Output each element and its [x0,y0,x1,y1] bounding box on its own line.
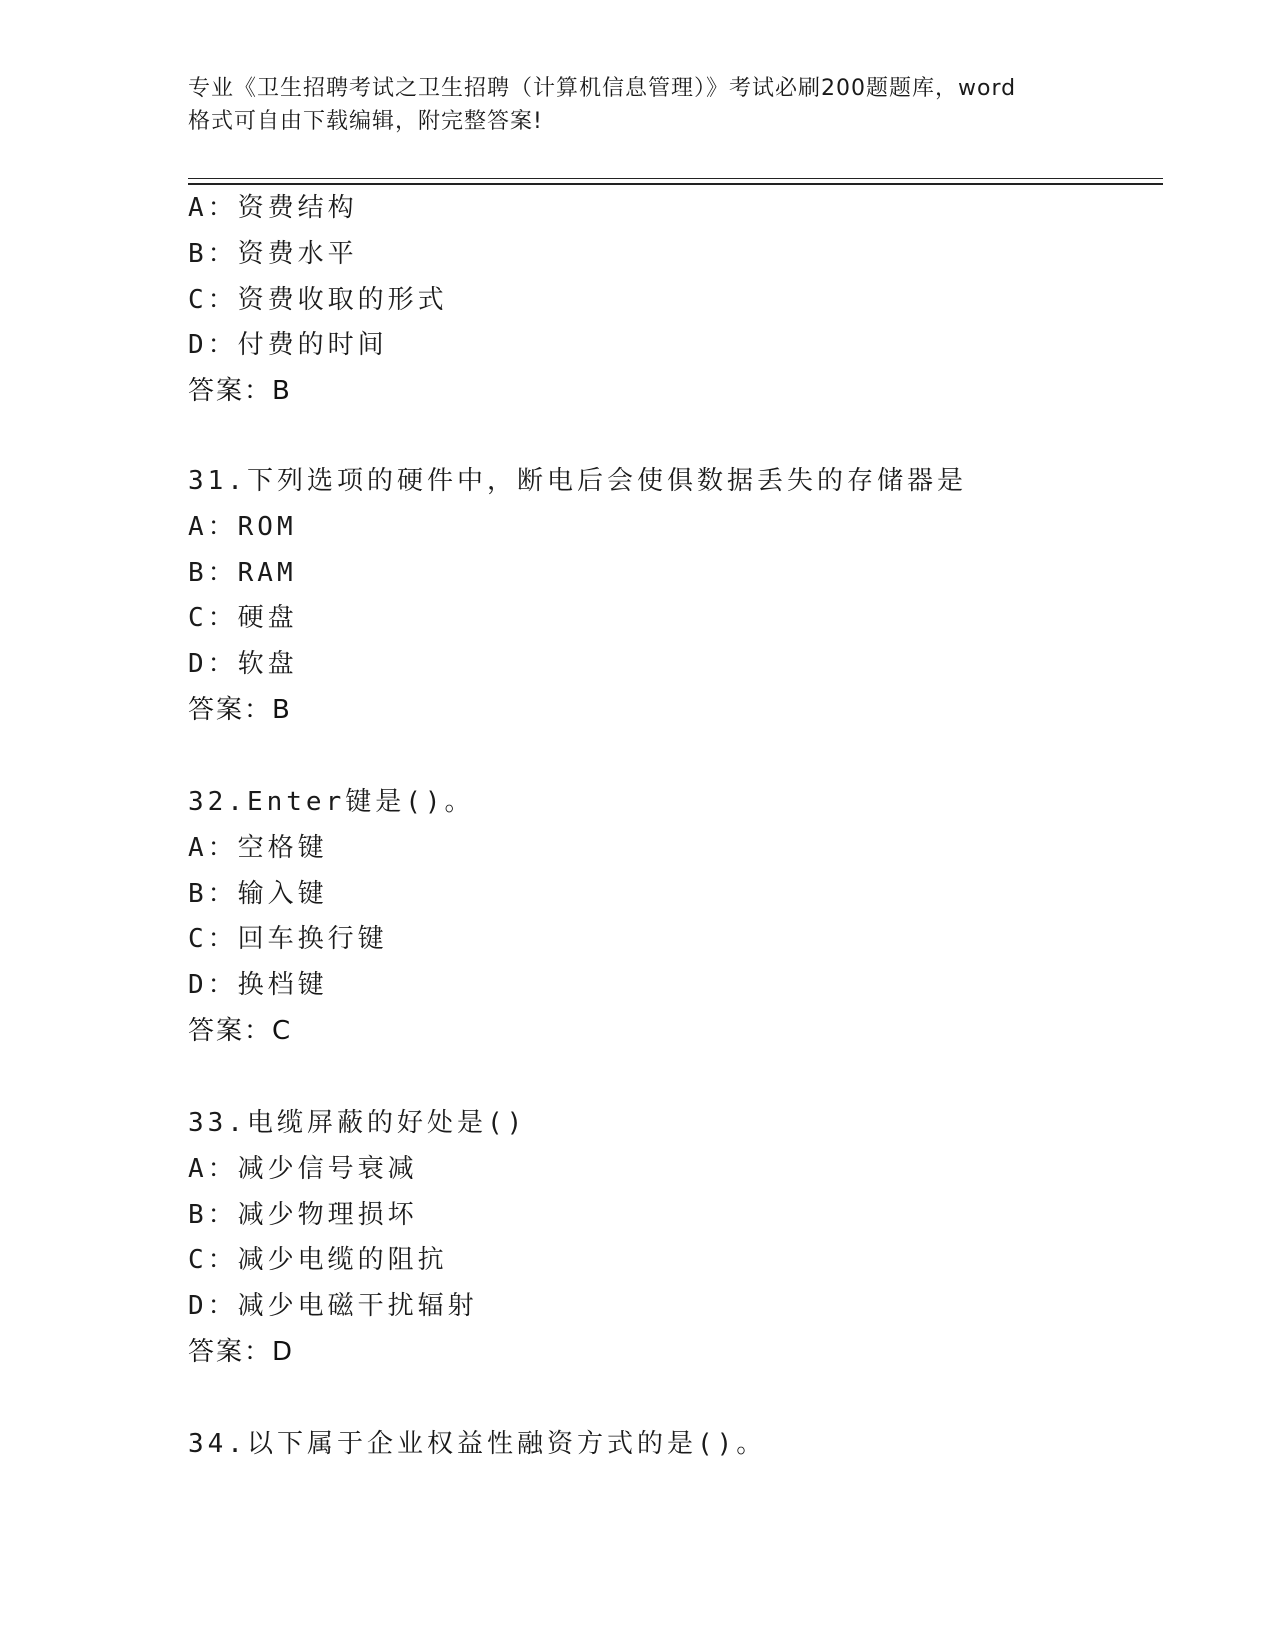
header-divider-thin [188,178,1163,179]
question-33 [188,1101,1168,1376]
question-31 [188,459,1168,734]
answer-label: 答案：B [188,376,292,407]
answer-label: 答案：B [188,694,292,725]
option-d: D：付费的时间 [188,330,388,361]
question-30-continued [188,186,1168,415]
option-c: C：硬盘 [188,603,298,634]
question-stem: 33.电缆屏蔽的好处是() [188,1108,527,1138]
option-d: D：减少电磁干扰辐射 [188,1291,478,1322]
option-a: A：减少信号衰减 [188,1153,418,1184]
header-line-2: 格式可自由下载编辑，附完整答案! [188,109,543,134]
option-a: A：资费结构 [188,193,358,223]
option-b: B：RAM [188,557,297,588]
option-c: C：回车换行键 [188,924,388,955]
option-b: B：输入键 [188,878,328,909]
header-divider-thick [188,183,1163,185]
question-34 [188,1422,1168,1468]
option-c: C：资费收取的形式 [188,284,448,315]
question-stem: 34.以下属于企业权益性融资方式的是()。 [188,1429,767,1459]
option-d: D：软盘 [188,649,298,680]
option-b: B：减少物理损坏 [188,1199,418,1230]
option-a: A：空格键 [188,832,328,863]
question-32 [188,780,1168,1055]
option-c: C：减少电缆的阻抗 [188,1245,448,1276]
option-d: D：换档键 [188,970,328,1001]
question-stem: 32.Enter键是()。 [188,787,475,817]
document-header [188,72,1088,138]
answer-label: 答案：D [188,1336,295,1367]
question-stem: 31.下列选项的硬件中，断电后会使俱数据丢失的存储器是 [188,466,967,496]
header-line-1: 专业《卫生招聘考试之卫生招聘（计算机信息管理）》考试必刷200题题库，word [188,76,1017,101]
option-a: A：ROM [188,511,297,542]
option-b: B：资费水平 [188,238,358,269]
answer-label: 答案：C [188,1015,293,1046]
